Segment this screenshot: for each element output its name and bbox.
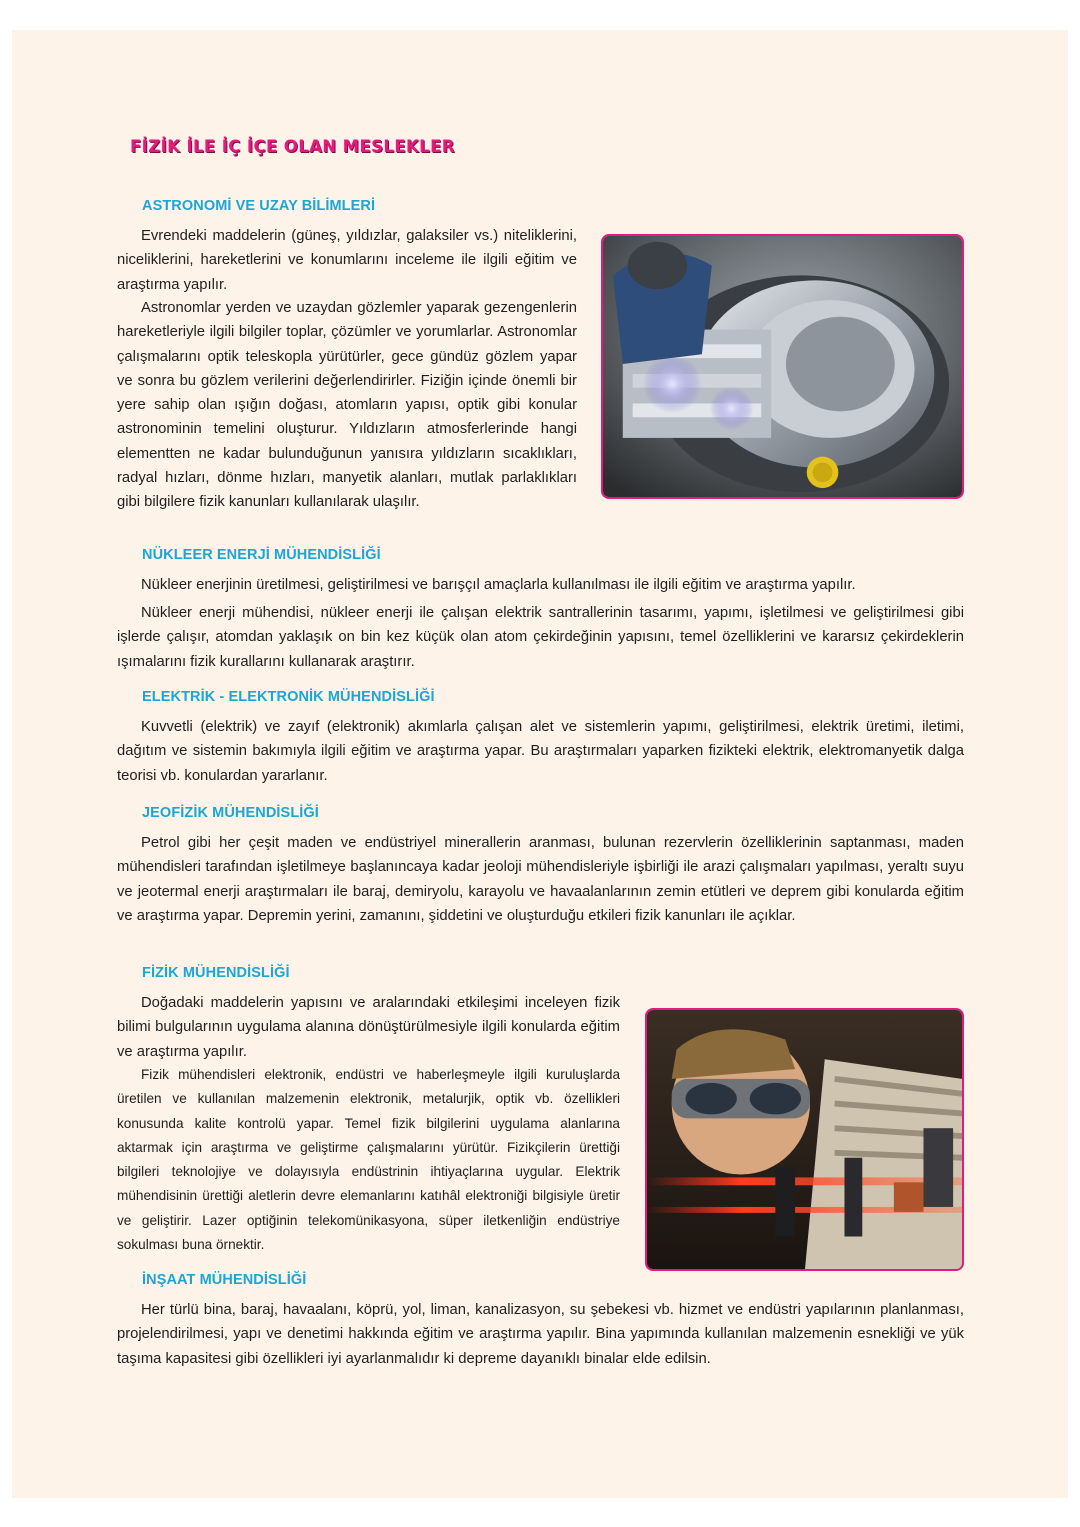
section-heading-electrical: ELEKTRİK - ELEKTRONİK MÜHENDİSLİĞİ [142, 689, 435, 705]
page-title: FİZİK İLE İÇ İÇE OLAN MESLEKLER [130, 137, 455, 156]
nuclear-paragraph-1: Nükleer enerjinin üretilmesi, geliştirilmesi ve barışçıl amaçlarla kullanılması ile ilgili eğitim ve araştırma yapılır. [141, 577, 856, 593]
section-heading-geophysics: JEOFİZİK MÜHENDİSLİĞİ [142, 805, 319, 821]
laser-lab-photo [645, 1008, 964, 1271]
physics-eng-paragraph-2: Fizik mühendisleri elektronik, endüstri ve haberleşmeyle ilgili kuruluşlarda üretilen ve kullanılan malzemenin elektronik, metalurjik, optik vb. özellikleri konusunda kalite kontrolü yapar. Temel fizik bilgilerini uygulama alanlarına aktarmak için araştırma ve geliştirme çalışmalarını yürütür. Fizikçilerin ürettiği bilgileri teknolojiye ve dolayısıyla endüstrinin ihtiyaçlarına uygular. Elektrik mühendisinin ürettiği aletlerin devre elemanlarını katıhâl elektroniği bilgisiyle üretir ve geliştirir. Lazer optiğinin telekomünikasyona, süper iletkenliğin endüstriye sokulması buna örnektir. [117, 1067, 620, 1253]
nuclear-paragraph-2: Nükleer enerji mühendisi, nükleer enerji ile çalışan elektrik santrallerinin tasarımı, yapımı, işletilmesi ve geliştirilmesi gibi işlerde çalışır, atomdan yaklaşık on bin kez küçük olan atom çekirdeğinin yapısını, temel özelliklerini ve kararsız çekirdeklerin ışımalarını fizik kurallarını kullanarak araştırır. [117, 605, 964, 670]
section-heading-nuclear: NÜKLEER ENERJİ MÜHENDİSLİĞİ [142, 547, 381, 563]
section-heading-physics-eng: FİZİK MÜHENDİSLİĞİ [142, 965, 290, 981]
civil-paragraph-1: Her türlü bina, baraj, havaalanı, köprü, yol, liman, kanalizasyon, su şebekesi vb. hizmet ve endüstri yapılarının planlanması, projelendirilmesi, yapı ve denetimi hakkında eğitim ve araştırma yapılır. Bina yapımında kullanılan malzemenin esnekliği ve yük taşıma kapasitesi gibi özellikleri iyi ayarlanmalıdır ki depreme dayanıklı binalar elde edilsin. [117, 1302, 964, 1367]
astronomy-paragraph-1: Evrendeki maddelerin (güneş, yıldızlar, galaksiler vs.) niteliklerini, niceliklerini, hareketlerini ve konumlarını inceleme ile ilgili eğitim ve araştırma yapılır. [117, 228, 577, 293]
section-heading-civil: İNŞAAT MÜHENDİSLİĞİ [142, 1272, 307, 1288]
section-heading-astronomy: ASTRONOMİ VE UZAY BİLİMLERİ [142, 198, 376, 214]
particle-accelerator-photo [601, 234, 964, 499]
physics-eng-paragraph-1: Doğadaki maddelerin yapısını ve aralarındaki etkileşimi inceleyen fizik bilimi bulgularının uygulama alanına dönüştürülmesiyle ilgili konularda eğitim ve araştırma yapılır. [117, 995, 620, 1060]
geophysics-paragraph-1: Petrol gibi her çeşit maden ve endüstriyel minerallerin aranması, bulunan rezervlerin özelliklerinin saptanması, maden mühendisleri tarafından işletilmeye başlanıncaya kadar jeoloji mühendisleriyle işbirliği ile arazi çalışmaları yapılması, yeraltı suyu ve jeotermal enerji araştırmaları ile baraj, demiryolu, karayolu ve havaalanlarının zemin etütleri ve deprem gibi konularda eğitim ve araştırma yapar. Depremin yerini, zamanını, şiddetini ve oluşturduğu etkileri fizik kanunları ile açıklar. [117, 835, 964, 924]
electrical-paragraph-1: Kuvvetli (elektrik) ve zayıf (elektronik) akımlarla çalışan alet ve sistemlerin yapımı, geliştirilmesi, elektrik üretimi, iletimi, dağıtım ve sistemin bakımıyla ilgili eğitim ve araştırma yapar. Bu araştırmaları yaparken fizikteki elektrik, elektromanyetik dalga teorisi vb. konulardan yararlanır. [117, 719, 964, 784]
astronomy-paragraph-2: Astronomlar yerden ve uzaydan gözlemler yaparak gezengenlerin hareketleriyle ilgili bilgiler toplar, çözümler ve yorumlarlar. Astronomlar çalışmalarını optik teleskopla yürütürler, gece gündüz gözlem yapar ve sonra bu gözlem verilerini değerlendirirler. Fiziğin içinde önemli bir yere sahip olan ışığın doğası, atomların yapısı, optik gibi konular astronominin temelini oluşturur. Yıldızların atmosferlerinde hangi elementten ne kadar bulunduğunun yanısıra yıldızların sıcaklıkları, radyal hızları, dönme hızları, manyetik alanları, mutlak parlaklıkları gibi bilgilere fizik kanunları kullanılarak ulaşılır. [117, 300, 577, 511]
